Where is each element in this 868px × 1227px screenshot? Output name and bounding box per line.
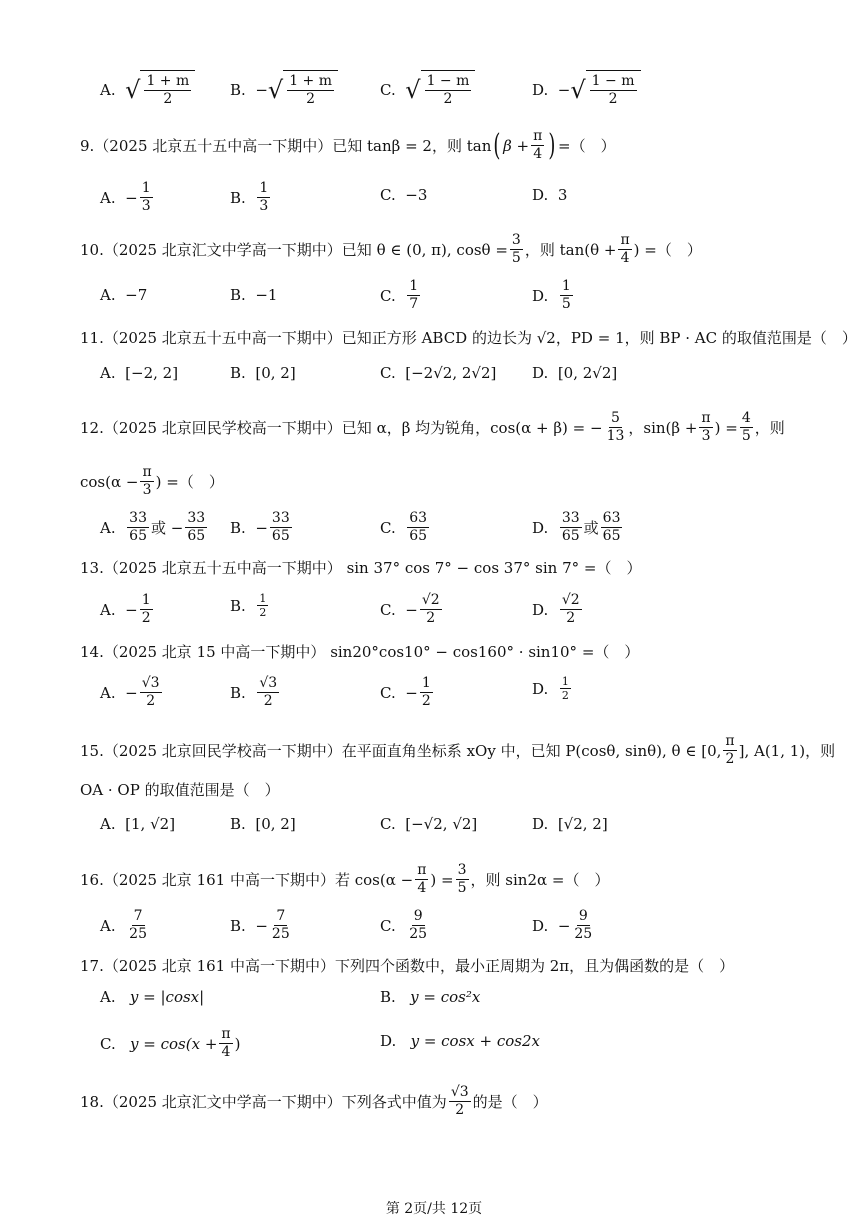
q13-stem: 13.（2025 北京五十五中高一下期中） sin 37° cos 7° − cos 37° sin 7° =（ ） [80,559,642,577]
q15-option-c: C. [−√2, √2] [380,815,478,833]
q13-option-a: A. − $\frac{1}{2}$ [100,592,151,626]
q8-option-d: D. − √ $\frac{1 - m}{2}$ [532,70,641,110]
q8-option-a: A. √ $\frac{1 + m}{2}$ [100,70,195,110]
q14-option-a: A. − $\frac{√3}{2}$ [100,675,160,709]
q12-option-d: D. $\frac{33}{65}$ 或 $\frac{63}{65}$ [532,510,621,544]
q15-stem: 15.（2025 北京回民学校高一下期中）在平面直角坐标系 xOy 中，已知 P(cosθ, sinθ), θ ∈ [0, $\frac{\pi}{2}$ ], A(1, 1)，则 [80,733,836,767]
q12-stem: 12.（2025 北京回民学校高一下期中）已知 α，β 均为锐角，cos(α + β) = − $\frac{5}{13}$ ，sin(β + $\frac{\pi}{3}$ ) = $\frac{4}{5}$ ，则 [80,410,785,444]
q13-option-b: B. $\frac{1}{2}$ [230,592,267,619]
q14-option-b: B. $\frac{√3}{2}$ [230,675,278,709]
q8-option-b: B. − √ $\frac{1 + m}{2}$ [230,70,338,110]
q9-option-a: A. − $\frac{1}{3}$ [100,180,151,214]
q16-option-d: D. − $\frac{9}{25}$ [532,908,593,942]
q9-option-c: C. −3 [380,186,428,204]
q10-option-d: D. $\frac{1}{5}$ [532,278,571,312]
q12-option-c: C. $\frac{63}{65}$ [380,510,428,544]
q11-option-d: D. [0, 2√2] [532,364,618,382]
q18-stem: 18.（2025 北京汇文中学高一下期中）下列各式中值为 $\frac{√3}{2}$ 的是（ ） [80,1084,548,1118]
q15-option-b: B. [0, 2] [230,815,296,833]
q12-line2: cos(α − $\frac{\pi}{3}$ ) =（ ） [80,464,224,498]
q17-option-b: B. y = cos²x [380,988,481,1006]
q9-option-b: B. $\frac{1}{3}$ [230,180,269,214]
q15-line2: OA · OP 的取值范围是（ ） [80,781,280,799]
q11-option-c: C. [−2√2, 2√2] [380,364,497,382]
q13-option-c: C. − $\frac{√2}{2}$ [380,592,440,626]
q14-option-c: C. − $\frac{1}{2}$ [380,675,431,709]
q13-option-d: D. $\frac{√2}{2}$ [532,592,580,626]
q17-option-d: D. y = cosx + cos2x [380,1032,540,1050]
q17-stem: 17.（2025 北京 161 中高一下期中）下列四个函数中，最小正周期为 2π，且为偶函数的是（ ） [80,957,735,975]
q11-option-b: B. [0, 2] [230,364,296,382]
q10-option-c: C. $\frac{1}{7}$ [380,278,419,312]
q9-stem: 9.（2025 北京五十五中高一下期中）已知 tanβ = 2，则 tan ( β + $\frac{\pi}{4}$ ) =（ ） [80,127,616,163]
q17-option-a: A. y = |cosx| [100,988,205,1006]
q10-stem: 10.（2025 北京汇文中学高一下期中）已知 θ ∈ (0, π), cosθ = $\frac{3}{5}$ ，则 tan(θ + $\frac{\pi}{4}$ ) =（ ） [80,232,702,266]
q16-stem: 16.（2025 北京 161 中高一下期中）若 cos(α − $\frac{\pi}{4}$ ) = $\frac{3}{5}$ ，则 sin2α =（ ） [80,862,610,896]
q17-option-c: C. y = cos(x + $\frac{\pi}{4}$ ) [100,1026,241,1060]
page-footer: 第 2页/共 12页 [385,1201,483,1217]
q10-option-a: A. −7 [100,286,148,304]
q8-option-c: C. √ $\frac{1 - m}{2}$ [380,70,475,110]
q12-option-a: A. $\frac{33}{65}$ 或 − $\frac{33}{65}$ [100,510,206,544]
q16-option-c: C. $\frac{9}{25}$ [380,908,428,942]
q16-option-a: A. $\frac{7}{25}$ [100,908,147,942]
q14-stem: 14.（2025 北京 15 中高一下期中） sin20°cos10° − cos160° · sin10° =（ ） [80,643,640,661]
q15-option-a: A. [1, √2] [100,815,176,833]
q9-option-d: D. 3 [532,186,568,204]
q12-option-b: B. − $\frac{33}{65}$ [230,510,290,544]
q14-option-d: D. $\frac{1}{2}$ [532,675,569,702]
q11-option-a: A. [−2, 2] [100,364,179,382]
q10-option-b: B. −1 [230,286,278,304]
q11-stem: 11.（2025 北京五十五中高一下期中）已知正方形 ABCD 的边长为 √2，PD = 1，则 BP · AC 的取值范围是（ ） [80,329,857,347]
q15-option-d: D. [√2, 2] [532,815,608,833]
q16-option-b: B. − $\frac{7}{25}$ [230,908,290,942]
